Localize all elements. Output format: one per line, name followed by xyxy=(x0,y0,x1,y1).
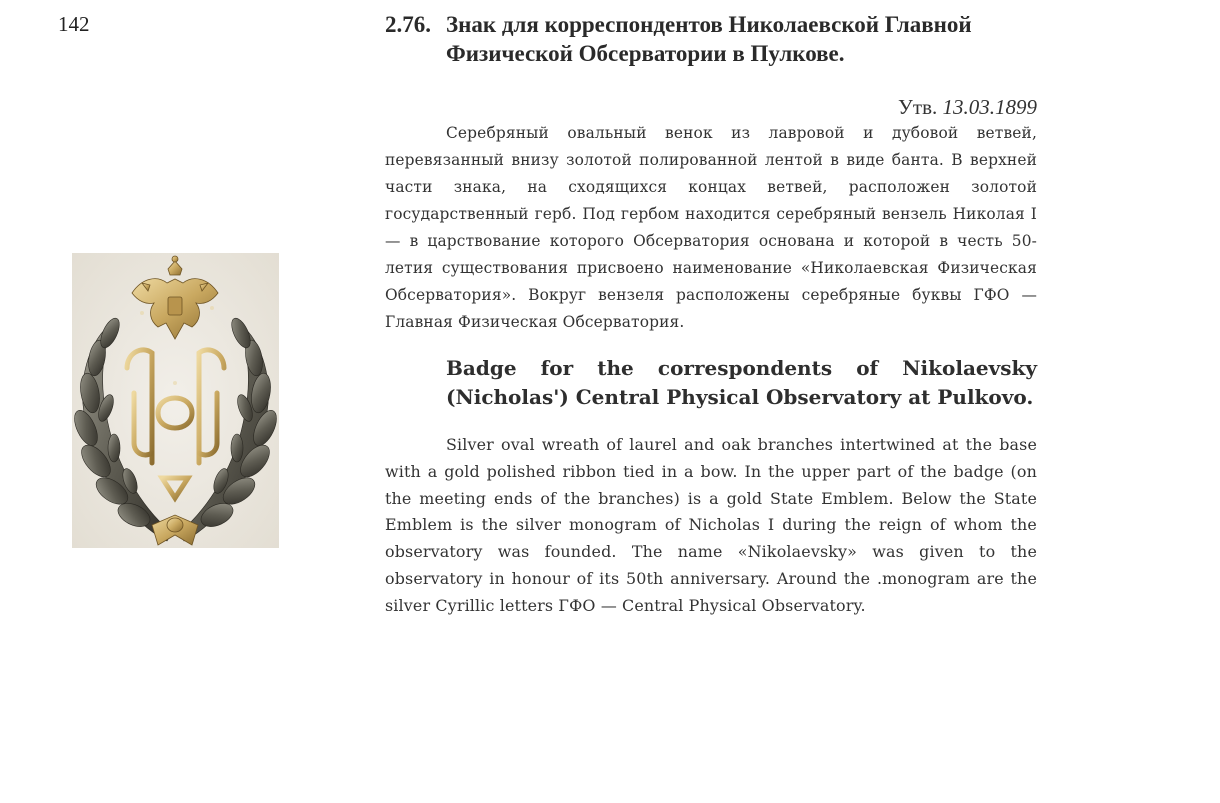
badge-illustration xyxy=(72,253,279,548)
section-title-ru: Знак для корреспондентов Николаевской Главной Физической Обсерватории в Пулкове. xyxy=(446,12,972,66)
description-en: Silver oval wreath of laurel and oak branches intertwined at the base with a gold polished ribbon tied in a bow. In the upper part of the badge (on the meeting ends of the branches) is a gold State Emblem. Below the State Emblem is the silver monogram of Nicholas I during the reign of whom the observatory was founded. The name «Nikolaevsky» was given to the observatory in honour of its 50th anniversary. Around the .monogram are the silver Cyrillic letters ГФО — Central Physical Observatory. xyxy=(385,435,1037,615)
approval-label: Утв. xyxy=(898,95,938,119)
approval-line xyxy=(385,94,1037,120)
approval-date: 13.03.1899 xyxy=(942,95,1037,119)
description-ru: Серебряный овальный венок из лавровой и дубовой ветвей, перевязанный внизу золотой полированной лентой в виде банта. В верхней части знака, на сходящихся концах ветвей, расположен золотой государственный герб. Под гербом находится серебряный вензель Николая I — в царствование которого Обсерватория основана и которой в честь 50-летия существования присвоено наименование «Николаевская Физическая Обсерватория». Вокруг вензеля расположены серебряные буквы ГФО — Главная Физическая Обсерватория. xyxy=(385,124,1037,331)
section-heading-ru xyxy=(385,10,1037,68)
text-column xyxy=(385,10,1037,620)
page-number: 142 xyxy=(58,12,90,36)
section-number: 2.76. xyxy=(385,12,431,37)
badge-photo xyxy=(72,253,279,548)
section-title-en: Badge for the correspondents of Nikolaevsky (Nicholas') Central Physical Observatory at Pulkovo. xyxy=(446,356,1037,409)
